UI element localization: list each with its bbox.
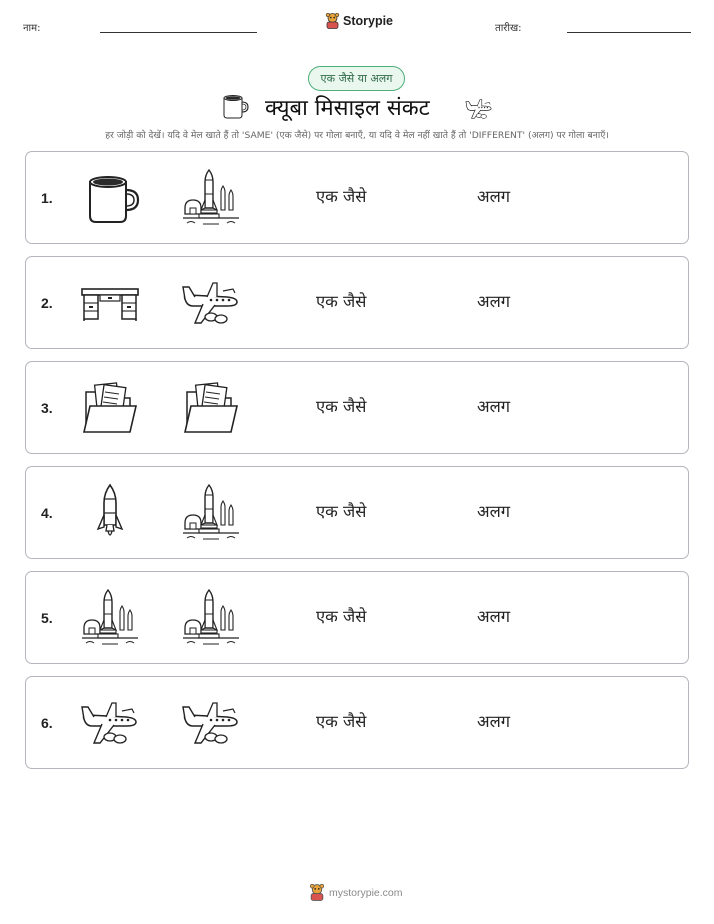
same-option[interactable]: एक जैसे bbox=[316, 502, 367, 521]
folder-icon bbox=[181, 378, 241, 438]
same-option[interactable]: एक जैसे bbox=[316, 607, 367, 626]
name-label: नाम: bbox=[23, 23, 41, 34]
airplane-icon bbox=[181, 693, 241, 753]
different-option[interactable]: अलग bbox=[477, 292, 511, 311]
missile-base-icon bbox=[181, 168, 241, 228]
missile-base-icon bbox=[181, 588, 241, 648]
airplane-icon bbox=[80, 693, 140, 753]
different-option[interactable]: अलग bbox=[477, 187, 511, 206]
coffee-mug-icon bbox=[218, 91, 250, 121]
name-line[interactable] bbox=[100, 32, 257, 33]
worksheet-header bbox=[0, 0, 714, 50]
airplane-icon bbox=[181, 273, 241, 333]
coffee-mug-icon bbox=[80, 168, 140, 228]
page-title: क्यूबा मिसाइल संकट bbox=[265, 96, 430, 121]
row-number: 6. bbox=[41, 715, 53, 731]
different-option[interactable]: अलग bbox=[477, 397, 511, 416]
same-option[interactable]: एक जैसे bbox=[316, 397, 367, 416]
different-option[interactable]: अलग bbox=[477, 607, 511, 626]
desk-icon bbox=[80, 273, 140, 333]
brand-name: Storypie bbox=[343, 14, 394, 28]
pair-row-4 bbox=[25, 466, 689, 559]
folder-icon bbox=[80, 378, 140, 438]
footer bbox=[309, 884, 403, 901]
storypie-mascot-icon bbox=[325, 13, 340, 29]
pair-row-2 bbox=[25, 256, 689, 349]
title-row bbox=[0, 92, 714, 122]
worksheet-type-tag: एक जैसे या अलग bbox=[308, 66, 405, 91]
row-number: 1. bbox=[41, 190, 53, 206]
row-number: 4. bbox=[41, 505, 53, 521]
date-label: तारीख: bbox=[495, 23, 522, 34]
missile-base-icon bbox=[80, 588, 140, 648]
same-option[interactable]: एक जैसे bbox=[316, 712, 367, 731]
pair-row-6 bbox=[25, 676, 689, 769]
same-option[interactable]: एक जैसे bbox=[316, 187, 367, 206]
different-option[interactable]: अलग bbox=[477, 502, 511, 521]
airplane-icon bbox=[462, 95, 496, 123]
instructions: हर जोड़ी को देखें। यदि वे मेल खाते हैं तो 'SAME' (एक जैसे) पर गोला बनाएँ, या यदि वे मेल नहीं खाते हैं तो 'DIFFERENT' (अलग) पर गोला बनाएँ। bbox=[105, 130, 609, 141]
storypie-mascot-icon bbox=[309, 884, 325, 901]
row-number: 3. bbox=[41, 400, 53, 416]
row-number: 2. bbox=[41, 295, 53, 311]
brand-logo bbox=[325, 13, 393, 29]
pair-row-3 bbox=[25, 361, 689, 454]
row-number: 5. bbox=[41, 610, 53, 626]
same-option[interactable]: एक जैसे bbox=[316, 292, 367, 311]
date-line[interactable] bbox=[567, 32, 691, 33]
pair-row-5 bbox=[25, 571, 689, 664]
pair-row-1 bbox=[25, 151, 689, 244]
rocket-icon bbox=[80, 483, 140, 543]
missile-base-icon bbox=[181, 483, 241, 543]
different-option[interactable]: अलग bbox=[477, 712, 511, 731]
footer-site[interactable]: mystorypie.com bbox=[329, 886, 403, 899]
